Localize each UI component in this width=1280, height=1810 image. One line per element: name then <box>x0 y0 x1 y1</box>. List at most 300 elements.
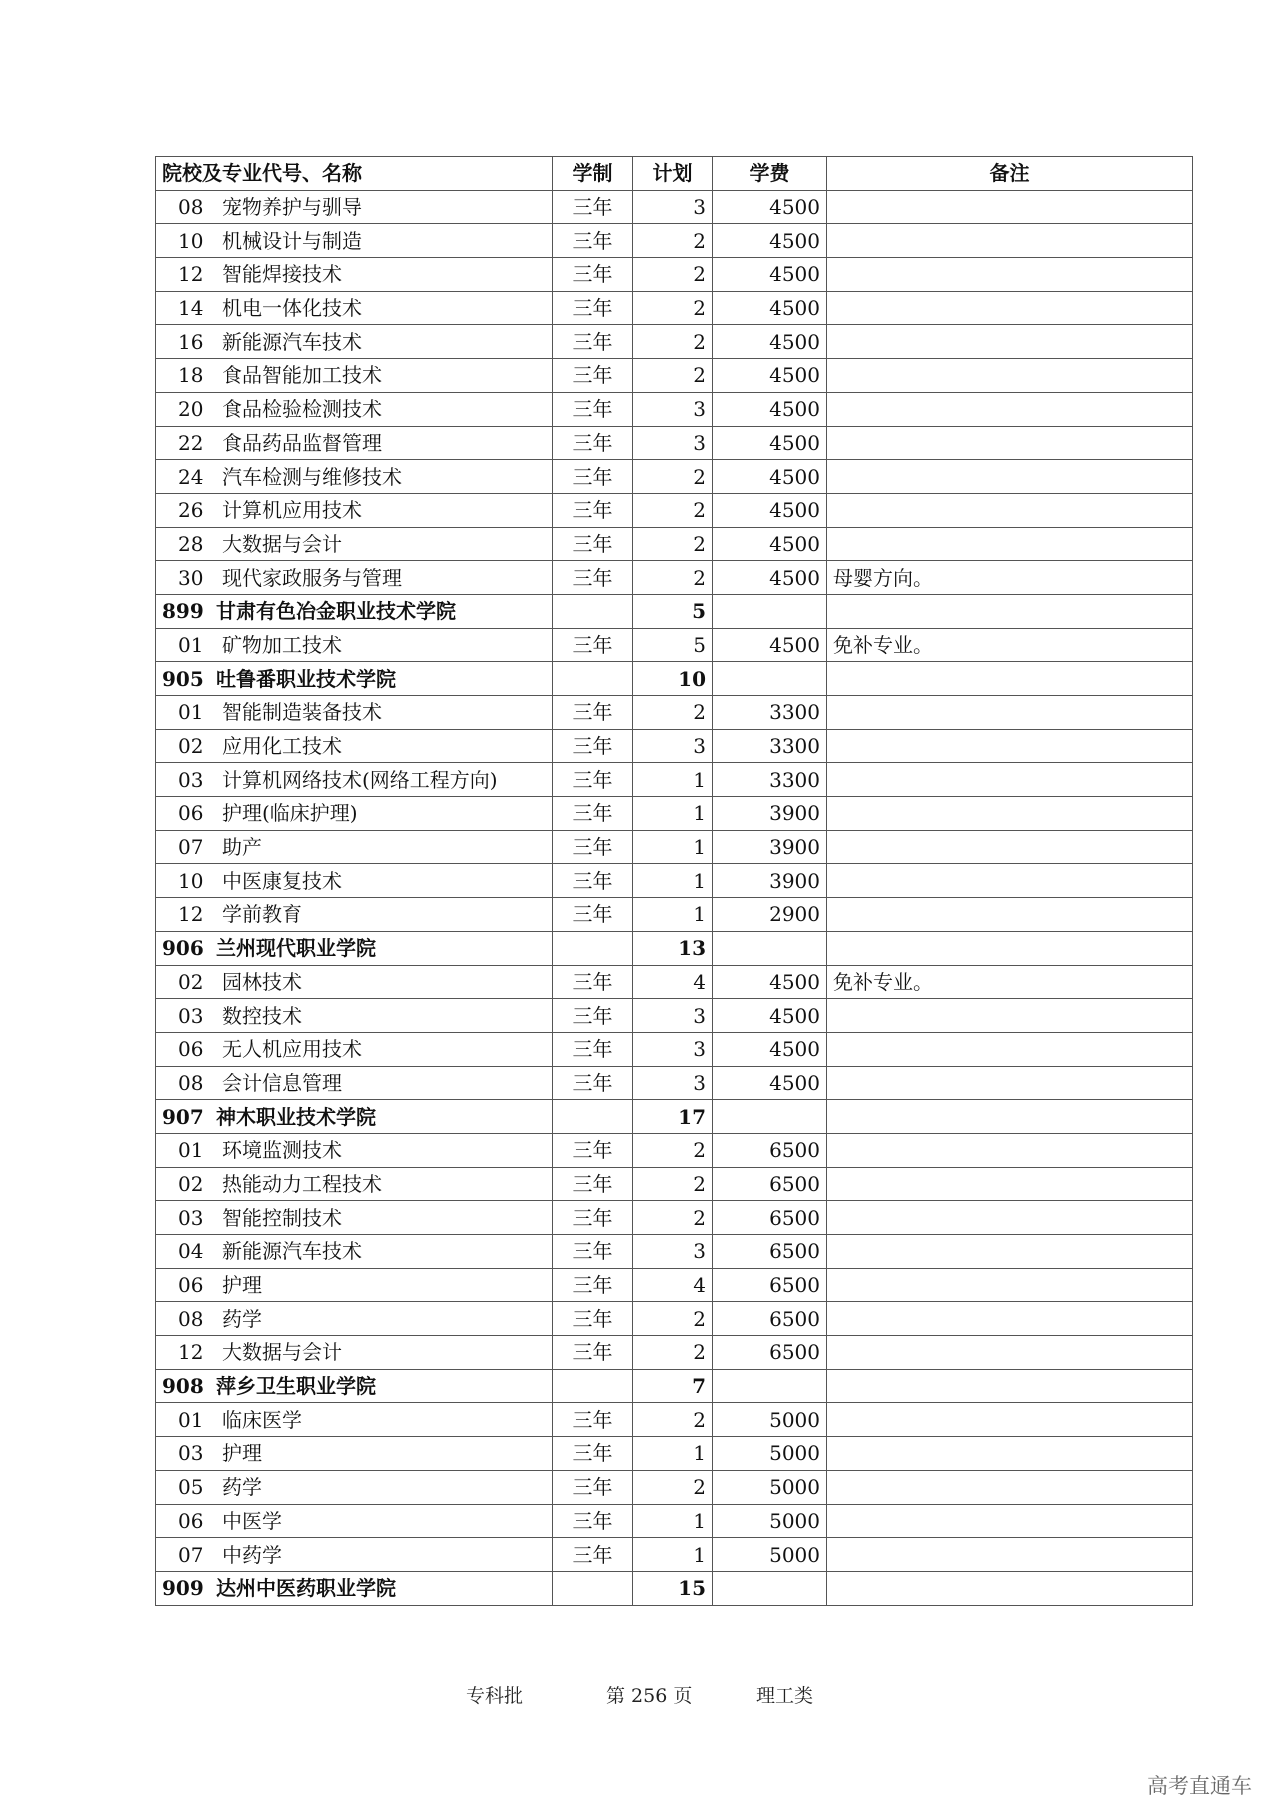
cell-note <box>827 999 1193 1033</box>
major-name: 大数据与会计 <box>222 531 342 556</box>
cell-plan: 1 <box>633 797 713 831</box>
major-code: 06 <box>178 1508 204 1533</box>
cell-name <box>156 1235 553 1269</box>
cell-plan: 2 <box>633 1133 713 1167</box>
cell-name <box>156 999 553 1033</box>
cell-duration: 三年 <box>553 1470 633 1504</box>
cell-duration: 三年 <box>553 864 633 898</box>
school-code: 909 <box>162 1576 204 1601</box>
school-code: 905 <box>162 666 204 691</box>
major-row <box>156 1538 1193 1572</box>
cell-note <box>827 325 1193 359</box>
cell-name <box>156 258 553 292</box>
cell-fee <box>713 931 827 965</box>
cell-duration: 三年 <box>553 830 633 864</box>
cell-note <box>827 1437 1193 1471</box>
cell-duration: 三年 <box>553 527 633 561</box>
cell-plan: 2 <box>633 325 713 359</box>
cell-name <box>156 729 553 763</box>
major-name: 应用化工技术 <box>222 734 342 759</box>
cell-note <box>827 359 1193 393</box>
major-code: 07 <box>178 1542 204 1567</box>
major-code: 28 <box>178 531 204 556</box>
cell-note <box>827 729 1193 763</box>
cell-duration: 三年 <box>553 291 633 325</box>
cell-fee: 6500 <box>713 1235 827 1269</box>
cell-plan: 2 <box>633 224 713 258</box>
major-code: 10 <box>178 228 204 253</box>
major-row <box>156 392 1193 426</box>
major-code: 06 <box>178 1273 204 1298</box>
cell-name <box>156 190 553 224</box>
cell-duration <box>553 662 633 696</box>
major-code: 20 <box>178 397 204 422</box>
cell-fee: 3900 <box>713 797 827 831</box>
major-code: 01 <box>178 1138 204 1163</box>
major-row <box>156 1268 1193 1302</box>
cell-duration: 三年 <box>553 224 633 258</box>
cell-note <box>827 1268 1193 1302</box>
cell-name <box>156 1538 553 1572</box>
header-plan: 计划 <box>633 157 713 191</box>
cell-fee: 3900 <box>713 864 827 898</box>
cell-note <box>827 931 1193 965</box>
cell-fee: 5000 <box>713 1538 827 1572</box>
major-name: 智能制造装备技术 <box>222 700 382 725</box>
major-name: 园林技术 <box>222 969 302 994</box>
cell-plan: 2 <box>633 258 713 292</box>
major-name: 药学 <box>222 1306 262 1331</box>
cell-fee: 6500 <box>713 1133 827 1167</box>
cell-duration: 三年 <box>553 1235 633 1269</box>
cell-plan: 1 <box>633 830 713 864</box>
cell-note <box>827 662 1193 696</box>
major-name: 新能源汽车技术 <box>222 1239 362 1264</box>
cell-note <box>827 1235 1193 1269</box>
cell-note <box>827 1369 1193 1403</box>
cell-fee: 4500 <box>713 628 827 662</box>
major-name: 食品药品监督管理 <box>222 430 382 455</box>
major-row <box>156 258 1193 292</box>
cell-duration: 三年 <box>553 999 633 1033</box>
cell-duration: 三年 <box>553 729 633 763</box>
major-row <box>156 763 1193 797</box>
major-code: 24 <box>178 464 204 489</box>
footer-page-number: 第 256 页 <box>606 1685 693 1707</box>
major-row <box>156 1336 1193 1370</box>
cell-note <box>827 830 1193 864</box>
cell-fee: 3900 <box>713 830 827 864</box>
major-name: 中医学 <box>222 1508 282 1533</box>
cell-duration: 三年 <box>553 561 633 595</box>
cell-fee <box>713 594 827 628</box>
cell-name <box>156 1470 553 1504</box>
cell-name <box>156 1336 553 1370</box>
major-code: 04 <box>178 1239 204 1264</box>
cell-duration: 三年 <box>553 325 633 359</box>
major-name: 智能控制技术 <box>222 1205 342 1230</box>
cell-fee: 4500 <box>713 493 827 527</box>
cell-fee: 6500 <box>713 1302 827 1336</box>
major-code: 01 <box>178 632 204 657</box>
cell-fee: 6500 <box>713 1201 827 1235</box>
cell-name <box>156 662 553 696</box>
major-code: 06 <box>178 1037 204 1062</box>
cell-plan: 13 <box>633 931 713 965</box>
major-code: 30 <box>178 565 204 590</box>
cell-name <box>156 527 553 561</box>
major-name: 中医康复技术 <box>222 868 342 893</box>
enrollment-plan-table <box>155 156 1193 1606</box>
cell-name <box>156 426 553 460</box>
school-name: 吐鲁番职业技术学院 <box>216 666 396 691</box>
major-row <box>156 224 1193 258</box>
cell-note <box>827 291 1193 325</box>
cell-duration: 三年 <box>553 1201 633 1235</box>
cell-plan: 10 <box>633 662 713 696</box>
cell-duration: 三年 <box>553 696 633 730</box>
cell-name <box>156 1369 553 1403</box>
cell-plan: 3 <box>633 190 713 224</box>
cell-fee: 6500 <box>713 1336 827 1370</box>
cell-name <box>156 864 553 898</box>
cell-name <box>156 763 553 797</box>
cell-plan: 4 <box>633 1268 713 1302</box>
major-name: 机电一体化技术 <box>222 296 362 321</box>
major-name: 现代家政服务与管理 <box>222 565 402 590</box>
cell-duration: 三年 <box>553 190 633 224</box>
cell-fee: 4500 <box>713 561 827 595</box>
cell-note <box>827 1167 1193 1201</box>
cell-plan: 1 <box>633 864 713 898</box>
cell-fee: 4500 <box>713 999 827 1033</box>
cell-duration: 三年 <box>553 258 633 292</box>
cell-plan: 2 <box>633 1336 713 1370</box>
cell-duration <box>553 1369 633 1403</box>
cell-duration: 三年 <box>553 1268 633 1302</box>
major-row <box>156 1066 1193 1100</box>
cell-duration <box>553 1100 633 1134</box>
major-code: 16 <box>178 329 204 354</box>
cell-plan: 1 <box>633 763 713 797</box>
table-header-row <box>156 157 1193 191</box>
major-name: 护理 <box>222 1273 262 1298</box>
major-name: 药学 <box>222 1475 262 1500</box>
major-row <box>156 1302 1193 1336</box>
cell-plan: 1 <box>633 898 713 932</box>
cell-note <box>827 1538 1193 1572</box>
major-row <box>156 1167 1193 1201</box>
cell-duration: 三年 <box>553 965 633 999</box>
cell-name <box>156 1100 553 1134</box>
cell-plan: 4 <box>633 965 713 999</box>
cell-note <box>827 696 1193 730</box>
cell-name <box>156 1167 553 1201</box>
cell-duration <box>553 1571 633 1605</box>
major-code: 08 <box>178 195 204 220</box>
cell-name <box>156 493 553 527</box>
school-row <box>156 594 1193 628</box>
major-code: 03 <box>178 1003 204 1028</box>
cell-duration: 三年 <box>553 628 633 662</box>
major-code: 01 <box>178 1407 204 1432</box>
major-row <box>156 1504 1193 1538</box>
school-row <box>156 1100 1193 1134</box>
cell-plan: 3 <box>633 426 713 460</box>
cell-name <box>156 1302 553 1336</box>
major-name: 汽车检测与维修技术 <box>222 464 402 489</box>
cell-fee: 4500 <box>713 325 827 359</box>
cell-duration: 三年 <box>553 1167 633 1201</box>
cell-note <box>827 1302 1193 1336</box>
major-name: 食品智能加工技术 <box>222 363 382 388</box>
cell-fee <box>713 1100 827 1134</box>
footer-batch: 专科批 <box>466 1685 524 1707</box>
cell-duration: 三年 <box>553 1403 633 1437</box>
cell-note <box>827 1201 1193 1235</box>
cell-note <box>827 864 1193 898</box>
enrollment-plan-table-wrapper <box>155 156 1192 1606</box>
cell-name <box>156 1133 553 1167</box>
cell-note <box>827 1336 1193 1370</box>
cell-note <box>827 1571 1193 1605</box>
cell-duration: 三年 <box>553 1066 633 1100</box>
cell-plan: 1 <box>633 1538 713 1572</box>
cell-fee: 4500 <box>713 527 827 561</box>
cell-name <box>156 1268 553 1302</box>
cell-name <box>156 1437 553 1471</box>
cell-fee: 4500 <box>713 291 827 325</box>
school-name: 兰州现代职业学院 <box>216 936 376 961</box>
major-row <box>156 1437 1193 1471</box>
header-note: 备注 <box>827 157 1193 191</box>
cell-note <box>827 1066 1193 1100</box>
major-row <box>156 999 1193 1033</box>
major-row <box>156 898 1193 932</box>
cell-note <box>827 258 1193 292</box>
major-row <box>156 561 1193 595</box>
header-fee: 学费 <box>713 157 827 191</box>
cell-plan: 2 <box>633 1470 713 1504</box>
cell-plan: 3 <box>633 729 713 763</box>
major-row <box>156 729 1193 763</box>
major-code: 05 <box>178 1475 204 1500</box>
major-row <box>156 291 1193 325</box>
cell-note <box>827 1504 1193 1538</box>
major-code: 01 <box>178 700 204 725</box>
cell-fee <box>713 1571 827 1605</box>
major-row <box>156 965 1193 999</box>
cell-fee: 4500 <box>713 190 827 224</box>
cell-name <box>156 224 553 258</box>
cell-name <box>156 898 553 932</box>
school-row <box>156 662 1193 696</box>
major-name: 临床医学 <box>222 1407 302 1432</box>
table-body <box>156 157 1193 1606</box>
cell-note <box>827 1470 1193 1504</box>
major-name: 学前教育 <box>222 902 302 927</box>
cell-duration: 三年 <box>553 426 633 460</box>
school-name: 萍乡卫生职业学院 <box>216 1374 376 1399</box>
cell-duration: 三年 <box>553 1133 633 1167</box>
cell-fee <box>713 662 827 696</box>
cell-fee: 6500 <box>713 1167 827 1201</box>
major-code: 26 <box>178 498 204 523</box>
school-code: 907 <box>162 1104 204 1129</box>
cell-duration: 三年 <box>553 493 633 527</box>
cell-fee: 4500 <box>713 392 827 426</box>
major-row <box>156 864 1193 898</box>
major-code: 10 <box>178 868 204 893</box>
cell-duration: 三年 <box>553 1336 633 1370</box>
cell-duration: 三年 <box>553 898 633 932</box>
major-code: 12 <box>178 1340 204 1365</box>
cell-note <box>827 460 1193 494</box>
cell-name <box>156 1403 553 1437</box>
major-row <box>156 696 1193 730</box>
cell-note <box>827 763 1193 797</box>
cell-fee: 4500 <box>713 1032 827 1066</box>
cell-duration: 三年 <box>553 359 633 393</box>
cell-plan: 2 <box>633 696 713 730</box>
major-name: 计算机网络技术(网络工程方向) <box>222 767 498 792</box>
cell-name <box>156 797 553 831</box>
major-row <box>156 527 1193 561</box>
cell-duration <box>553 594 633 628</box>
major-code: 06 <box>178 801 204 826</box>
cell-plan: 3 <box>633 392 713 426</box>
major-row <box>156 797 1193 831</box>
major-name: 热能动力工程技术 <box>222 1171 382 1196</box>
cell-fee: 3300 <box>713 729 827 763</box>
cell-note <box>827 1100 1193 1134</box>
watermark: 高考直通车 <box>1147 1774 1252 1798</box>
major-name: 环境监测技术 <box>222 1138 342 1163</box>
cell-name <box>156 561 553 595</box>
cell-fee: 5000 <box>713 1504 827 1538</box>
cell-plan: 2 <box>633 1167 713 1201</box>
major-row <box>156 460 1193 494</box>
school-name: 甘肃有色冶金职业技术学院 <box>216 599 456 624</box>
major-name: 机械设计与制造 <box>222 228 362 253</box>
cell-plan: 2 <box>633 1302 713 1336</box>
major-code: 03 <box>178 1205 204 1230</box>
cell-name <box>156 325 553 359</box>
cell-duration: 三年 <box>553 1302 633 1336</box>
cell-name <box>156 1032 553 1066</box>
major-name: 大数据与会计 <box>222 1340 342 1365</box>
cell-duration: 三年 <box>553 797 633 831</box>
major-name: 护理(临床护理) <box>222 801 358 826</box>
cell-plan: 2 <box>633 493 713 527</box>
footer-category: 理工类 <box>756 1685 814 1707</box>
school-name: 达州中医药职业学院 <box>216 1576 396 1601</box>
major-row <box>156 1133 1193 1167</box>
cell-plan: 2 <box>633 1403 713 1437</box>
major-name: 中药学 <box>222 1542 282 1567</box>
major-code: 02 <box>178 734 204 759</box>
cell-plan: 15 <box>633 1571 713 1605</box>
cell-plan: 1 <box>633 1437 713 1471</box>
major-row <box>156 1032 1193 1066</box>
cell-fee: 4500 <box>713 359 827 393</box>
major-code: 02 <box>178 1171 204 1196</box>
cell-name <box>156 931 553 965</box>
school-row <box>156 931 1193 965</box>
cell-plan: 17 <box>633 1100 713 1134</box>
cell-fee: 6500 <box>713 1268 827 1302</box>
cell-note: 母婴方向。 <box>827 561 1193 595</box>
cell-note <box>827 426 1193 460</box>
major-name: 矿物加工技术 <box>222 632 342 657</box>
cell-plan: 1 <box>633 1504 713 1538</box>
major-code: 22 <box>178 430 204 455</box>
cell-duration: 三年 <box>553 392 633 426</box>
cell-fee: 4500 <box>713 965 827 999</box>
cell-duration: 三年 <box>553 1504 633 1538</box>
cell-fee: 4500 <box>713 224 827 258</box>
header-duration: 学制 <box>553 157 633 191</box>
cell-fee: 3300 <box>713 763 827 797</box>
cell-duration: 三年 <box>553 1538 633 1572</box>
cell-plan: 2 <box>633 359 713 393</box>
cell-name <box>156 1201 553 1235</box>
school-code: 899 <box>162 599 204 624</box>
major-row <box>156 830 1193 864</box>
major-code: 07 <box>178 835 204 860</box>
school-name: 神木职业技术学院 <box>216 1104 376 1129</box>
cell-note <box>827 224 1193 258</box>
cell-plan: 3 <box>633 1066 713 1100</box>
cell-note: 免补专业。 <box>827 965 1193 999</box>
cell-note <box>827 1133 1193 1167</box>
major-row <box>156 628 1193 662</box>
cell-plan: 3 <box>633 1032 713 1066</box>
cell-fee: 4500 <box>713 1066 827 1100</box>
cell-duration: 三年 <box>553 763 633 797</box>
cell-duration: 三年 <box>553 1437 633 1471</box>
school-row <box>156 1571 1193 1605</box>
major-name: 无人机应用技术 <box>222 1037 362 1062</box>
major-name: 会计信息管理 <box>222 1070 342 1095</box>
cell-plan: 2 <box>633 291 713 325</box>
cell-plan: 2 <box>633 561 713 595</box>
major-code: 14 <box>178 296 204 321</box>
major-code: 02 <box>178 969 204 994</box>
cell-plan: 5 <box>633 628 713 662</box>
cell-fee: 4500 <box>713 426 827 460</box>
major-code: 03 <box>178 767 204 792</box>
cell-plan: 3 <box>633 999 713 1033</box>
cell-fee <box>713 1369 827 1403</box>
cell-name <box>156 1504 553 1538</box>
major-code: 12 <box>178 902 204 927</box>
cell-note <box>827 1032 1193 1066</box>
cell-plan: 2 <box>633 460 713 494</box>
major-name: 计算机应用技术 <box>222 498 362 523</box>
cell-name <box>156 392 553 426</box>
cell-duration: 三年 <box>553 460 633 494</box>
major-row <box>156 1470 1193 1504</box>
major-name: 护理 <box>222 1441 262 1466</box>
cell-note <box>827 527 1193 561</box>
cell-name <box>156 1066 553 1100</box>
cell-name <box>156 628 553 662</box>
cell-name <box>156 359 553 393</box>
cell-fee: 5000 <box>713 1403 827 1437</box>
major-code: 03 <box>178 1441 204 1466</box>
major-name: 智能焊接技术 <box>222 262 342 287</box>
